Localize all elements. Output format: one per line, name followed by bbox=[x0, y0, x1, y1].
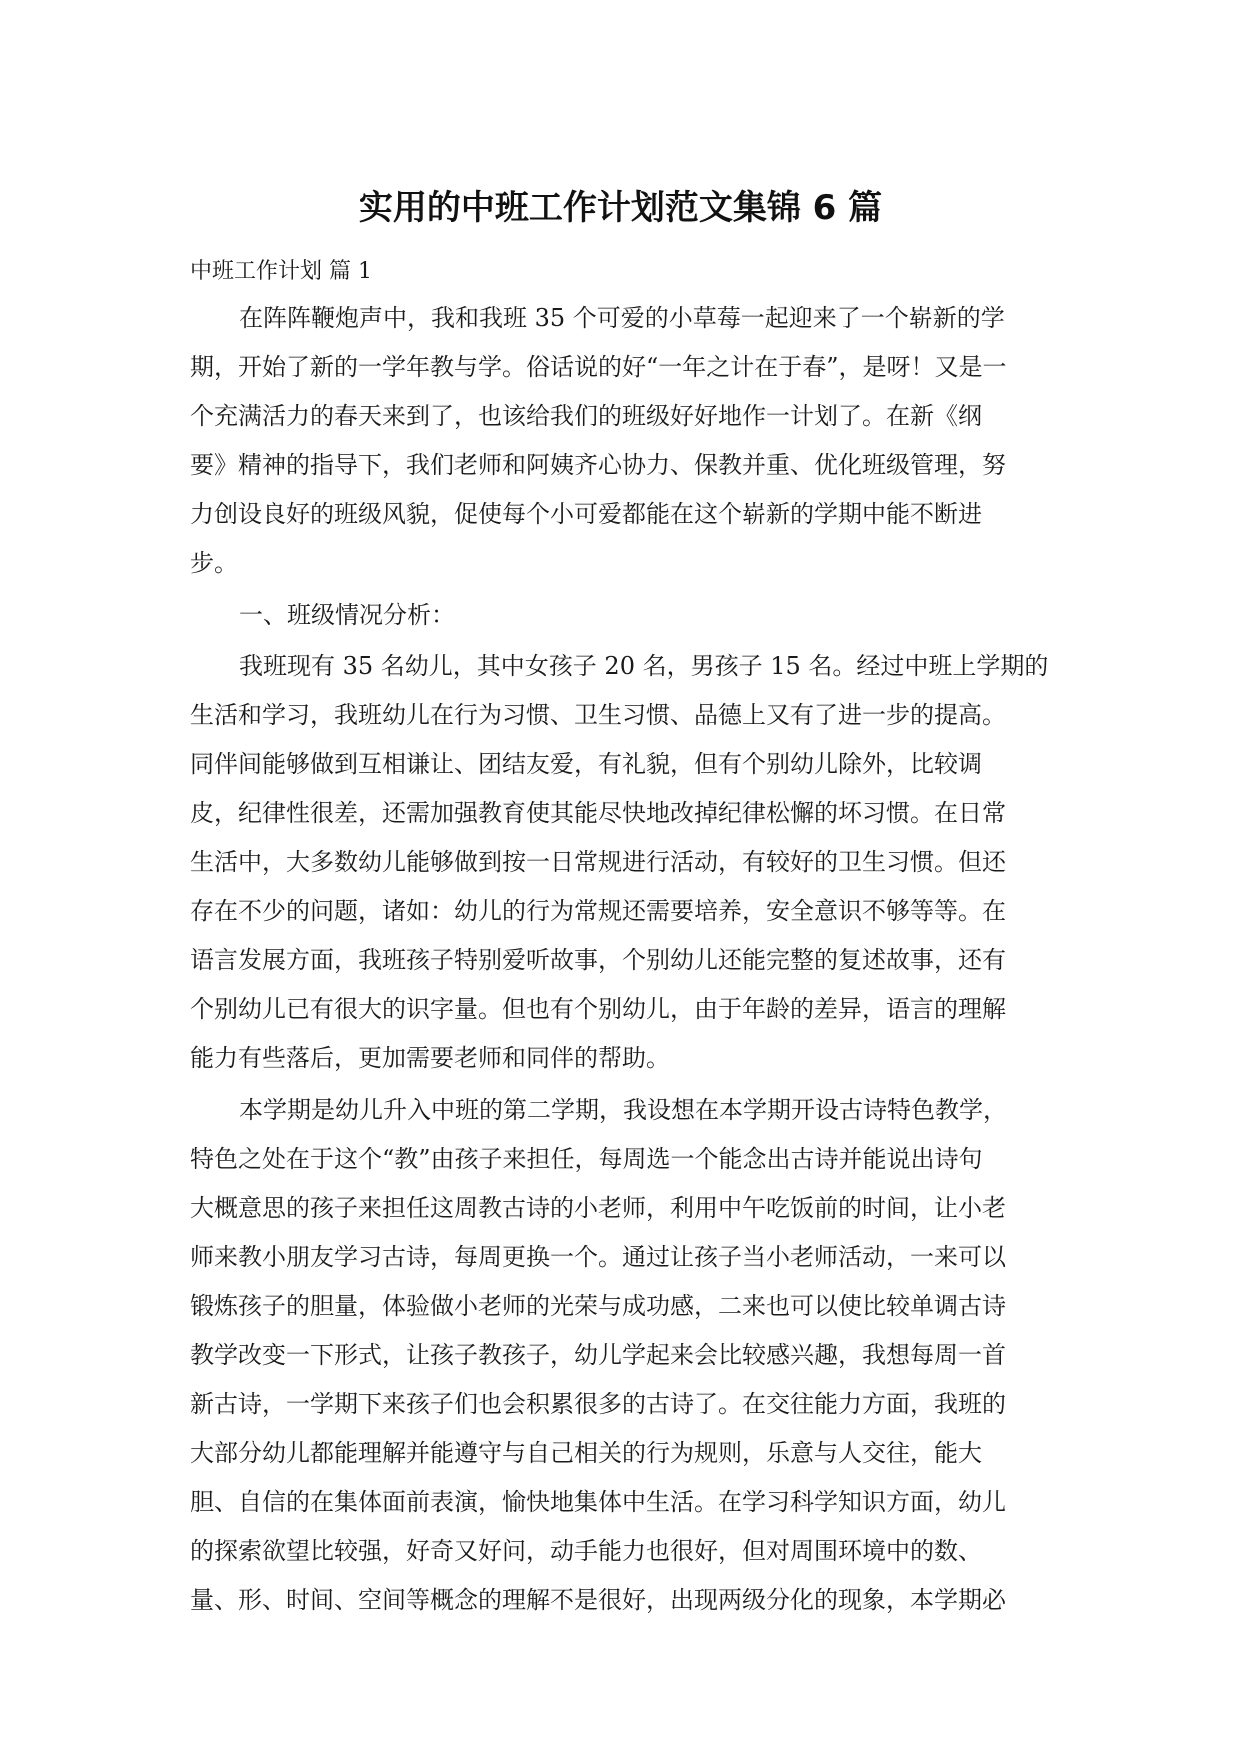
text-line: 能力有些落后，更加需要老师和同伴的帮助。 bbox=[190, 1044, 670, 1072]
text-line: 个充满活力的春天来到了，也该给我们的班级好好地作一计划了。在新《纲 bbox=[190, 402, 982, 430]
text-line: 我班现有 35 名幼儿，其中女孩子 20 名，男孩子 15 名。经过中班上学期的 bbox=[239, 652, 1049, 680]
text-line: 语言发展方面，我班孩子特别爱听故事，个别幼儿还能完整的复述故事，还有 bbox=[190, 946, 1006, 974]
document-title: 实用的中班工作计划范文集锦 6 篇 bbox=[358, 188, 883, 228]
text-line: 师来教小朋友学习古诗，每周更换一个。通过让孩子当小老师活动，一来可以 bbox=[190, 1243, 1006, 1271]
text-line: 生活中，大多数幼儿能够做到按一日常规进行活动，有较好的卫生习惯。但还 bbox=[190, 848, 1006, 876]
subsection-heading: 一、班级情况分析： bbox=[239, 601, 455, 629]
section-heading: 中班工作计划 篇 1 bbox=[190, 259, 372, 284]
text-line: 大部分幼儿都能理解并能遵守与自己相关的行为规则，乐意与人交往，能大 bbox=[190, 1439, 982, 1467]
text-line: 新古诗，一学期下来孩子们也会积累很多的古诗了。在交往能力方面，我班的 bbox=[190, 1390, 1006, 1418]
text-line: 锻炼孩子的胆量，体验做小老师的光荣与成功感，二来也可以使比较单调古诗 bbox=[190, 1292, 1006, 1320]
text-line: 期，开始了新的一学年教与学。俗话说的好“一年之计在于春”，是呀！又是一 bbox=[190, 353, 1007, 381]
text-line: 的探索欲望比较强，好奇又好问，动手能力也很好，但对周围环境中的数、 bbox=[190, 1537, 982, 1565]
text-line: 皮，纪律性很差，还需加强教育使其能尽快地改掉纪律松懈的坏习惯。在日常 bbox=[190, 799, 1006, 827]
text-line: 生活和学习，我班幼儿在行为习惯、卫生习惯、品德上又有了进一步的提高。 bbox=[190, 701, 1006, 729]
text-line: 步。 bbox=[190, 549, 238, 577]
text-line: 个别幼儿已有很大的识字量。但也有个别幼儿，由于年龄的差异，语言的理解 bbox=[190, 995, 1006, 1023]
text-line: 要》精神的指导下，我们老师和阿姨齐心协力、保教并重、优化班级管理，努 bbox=[190, 451, 1006, 479]
text-line: 量、形、时间、空间等概念的理解不是很好，出现两级分化的现象，本学期必 bbox=[190, 1586, 1006, 1614]
text-line: 教学改变一下形式，让孩子教孩子，幼儿学起来会比较感兴趣，我想每周一首 bbox=[190, 1341, 1006, 1369]
text-line: 本学期是幼儿升入中班的第二学期，我设想在本学期开设古诗特色教学， bbox=[239, 1096, 1007, 1124]
text-line: 存在不少的问题，诸如：幼儿的行为常规还需要培养，安全意识不够等等。在 bbox=[190, 897, 1006, 925]
text-line: 同伴间能够做到互相谦让、团结友爱，有礼貌，但有个别幼儿除外，比较调 bbox=[190, 750, 982, 778]
text-line: 在阵阵鞭炮声中，我和我班 35 个可爱的小草莓一起迎来了一个崭新的学 bbox=[239, 304, 1005, 332]
text-line: 特色之处在于这个“教”由孩子来担任，每周选一个能念出古诗并能说出诗句 bbox=[190, 1145, 983, 1173]
text-line: 胆、自信的在集体面前表演，愉快地集体中生活。在学习科学知识方面，幼儿 bbox=[190, 1488, 1006, 1516]
text-line: 大概意思的孩子来担任这周教古诗的小老师，利用中午吃饭前的时间，让小老 bbox=[190, 1194, 1006, 1222]
text-line: 力创设良好的班级风貌，促使每个小可爱都能在这个崭新的学期中能不断进 bbox=[190, 500, 982, 528]
